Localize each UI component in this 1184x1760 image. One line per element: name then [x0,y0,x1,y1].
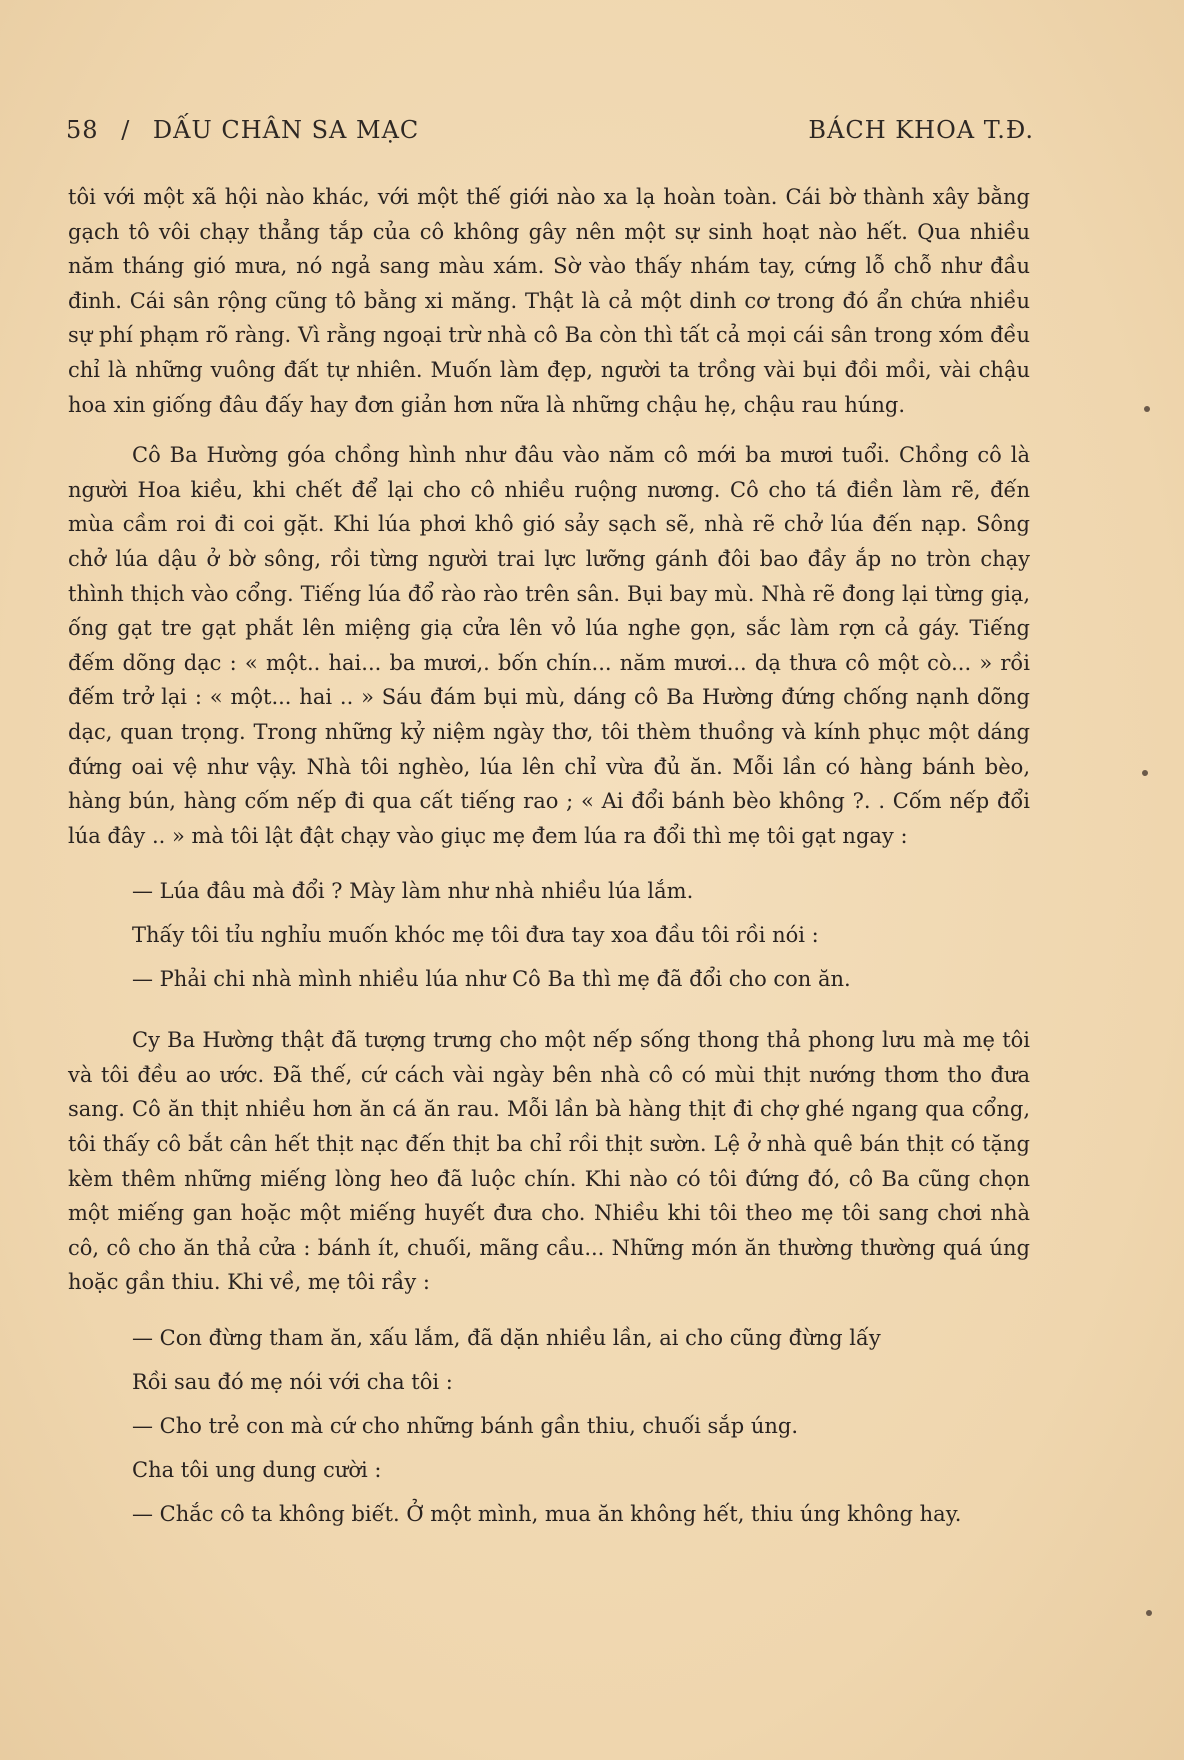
paragraph-cy-ba-huong: Cy Ba Hường thật đã tượng trưng cho một nếp sống thong thả phong lưu mà mẹ tôi và tôi đều ao ước. Đã thế, cứ cách vài ngày bên nhà cô có mùi thịt nướng thơm tho đưa sang. Cô ăn thịt nhiều hơn ăn cá ăn rau. Mỗi lần bà hàng thịt đi chợ ghé ngang qua cổng, tôi thấy cô bắt cân hết thịt nạc đến thịt ba chỉ rồi thịt sườn. Lệ ở nhà quê bán thịt có tặng kèm thêm những miếng lòng heo đã luộc chín. Khi nào có tôi đứng đó, cô Ba cũng chọn một miếng gan hoặc một miếng huyết đưa cho. Nhiều khi tôi theo mẹ tôi sang chơi nhà cô, cô cho ăn thả cửa : bánh ít, chuối, mãng cầu... Những món ăn thường thường quá úng hoặc gần thiu. Khi về, mẹ tôi rầy : [68,1028,1030,1295]
body-text [68,180,1030,1536]
narration-line: Cha tôi ung dung cười : [132,1458,382,1483]
page-number: 58 [66,116,99,144]
dialogue-line: — Con đừng tham ăn, xấu lắm, đã dặn nhiều lần, ai cho cũng đừng lấy [132,1326,881,1351]
narration-line: Thấy tôi tỉu nghỉu muốn khóc mẹ tôi đưa tay xoa đầu tôi rồi nói : [132,923,819,948]
header-separator: / [121,116,131,144]
margin-speck [1144,406,1150,412]
dialogue-line: — Chắc cô ta không biết. Ở một mình, mua ăn không hết, thiu úng không hay. [132,1502,962,1527]
book-title: DẤU CHÂN SA MẠC [152,116,420,144]
paragraph-co-ba-huong: Cô Ba Hường góa chồng hình như đâu vào năm cô mới ba mươi tuổi. Chồng cô là người Hoa kiều, khi chết để lại cho cô nhiều ruộng nương. Cô cho tá điền làm rẽ, đến mùa cầm roi đi coi gặt. Khi lúa phơi khô gió sảy sạch sẽ, nhà rẽ chở lúa đến nạp. Sông chở lúa dậu ở bờ sông, rồi từng người trai lực lưỡng gánh đôi bao đầy ắp no tròn chạy thình thịch vào cổng. Tiếng lúa đổ rào rào trên sân. Bụi bay mù. Nhà rẽ đong lại từng giạ, ống gạt tre gạt phắt lên miệng giạ cửa lên vỏ lúa nghe gọn, sắc làm rợn cả gáy. Tiếng đếm dõng dạc : « một.. hai... ba mươi,. bốn chín... năm mươi... dạ thưa cô một cò... » rồi đếm trở lại : « một... hai .. » Sáu đám bụi mù, dáng cô Ba Hường đứng chống nạnh dõng dạc, quan trọng. Trong những kỷ niệm ngày thơ, tôi thèm thuồng và kính phục một dáng đứng oai vệ như vậy. Nhà tôi nghèo, lúa lên chỉ vừa đủ ăn. Mỗi lần có hàng bánh bèo, hàng bún, hàng cốm nếp đi qua cất tiếng rao ; « Ai đổi bánh bèo không ?. . Cốm nếp đổi lúa đây .. » mà tôi lật đật chạy vào giục mẹ đem lúa ra đổi thì mẹ tôi gạt ngay : [68,443,1030,848]
dialogue-line: — Cho trẻ con mà cứ cho những bánh gần thiu, chuối sắp úng. [132,1414,799,1439]
margin-speck [1142,770,1148,776]
narration-line: Rồi sau đó mẹ nói với cha tôi : [132,1370,453,1395]
paragraph-continuation: tôi với một xã hội nào khác, với một thế giới nào xa lạ hoàn toàn. Cái bờ thành xây bằng gạch tô vôi chạy thẳng tắp của cô không gây nên một sự sinh hoạt nào hết. Qua nhiều năm tháng gió mưa, nó ngả sang màu xám. Sờ vào thấy nhám tay, cứng lỗ chỗ như đầu đinh. Cái sân rộng cũng tô bằng xi măng. Thật là cả một dinh cơ trong đó ẩn chứa nhiều sự phí phạm rõ ràng. Vì rằng ngoại trừ nhà cô Ba còn thì tất cả mọi cái sân trong xóm đều chỉ là những vuông đất tự nhiên. Muốn làm đẹp, người ta trồng vài bụi đồi mồi, vài chậu hoa xin giống đâu đấy hay đơn giản hơn nữa là những chậu hẹ, chậu rau húng. [68,185,1030,417]
dialogue-line: — Lúa đâu mà đổi ? Mày làm như nhà nhiều lúa lắm. [132,879,694,904]
publisher-name: BÁCH KHOA T.Đ. [808,116,1034,144]
margin-speck [1146,1610,1152,1616]
dialogue-line: — Phải chi nhà mình nhiều lúa như Cô Ba thì mẹ đã đổi cho con ăn. [132,967,851,992]
header-left [66,116,433,144]
page-header [66,116,1034,144]
